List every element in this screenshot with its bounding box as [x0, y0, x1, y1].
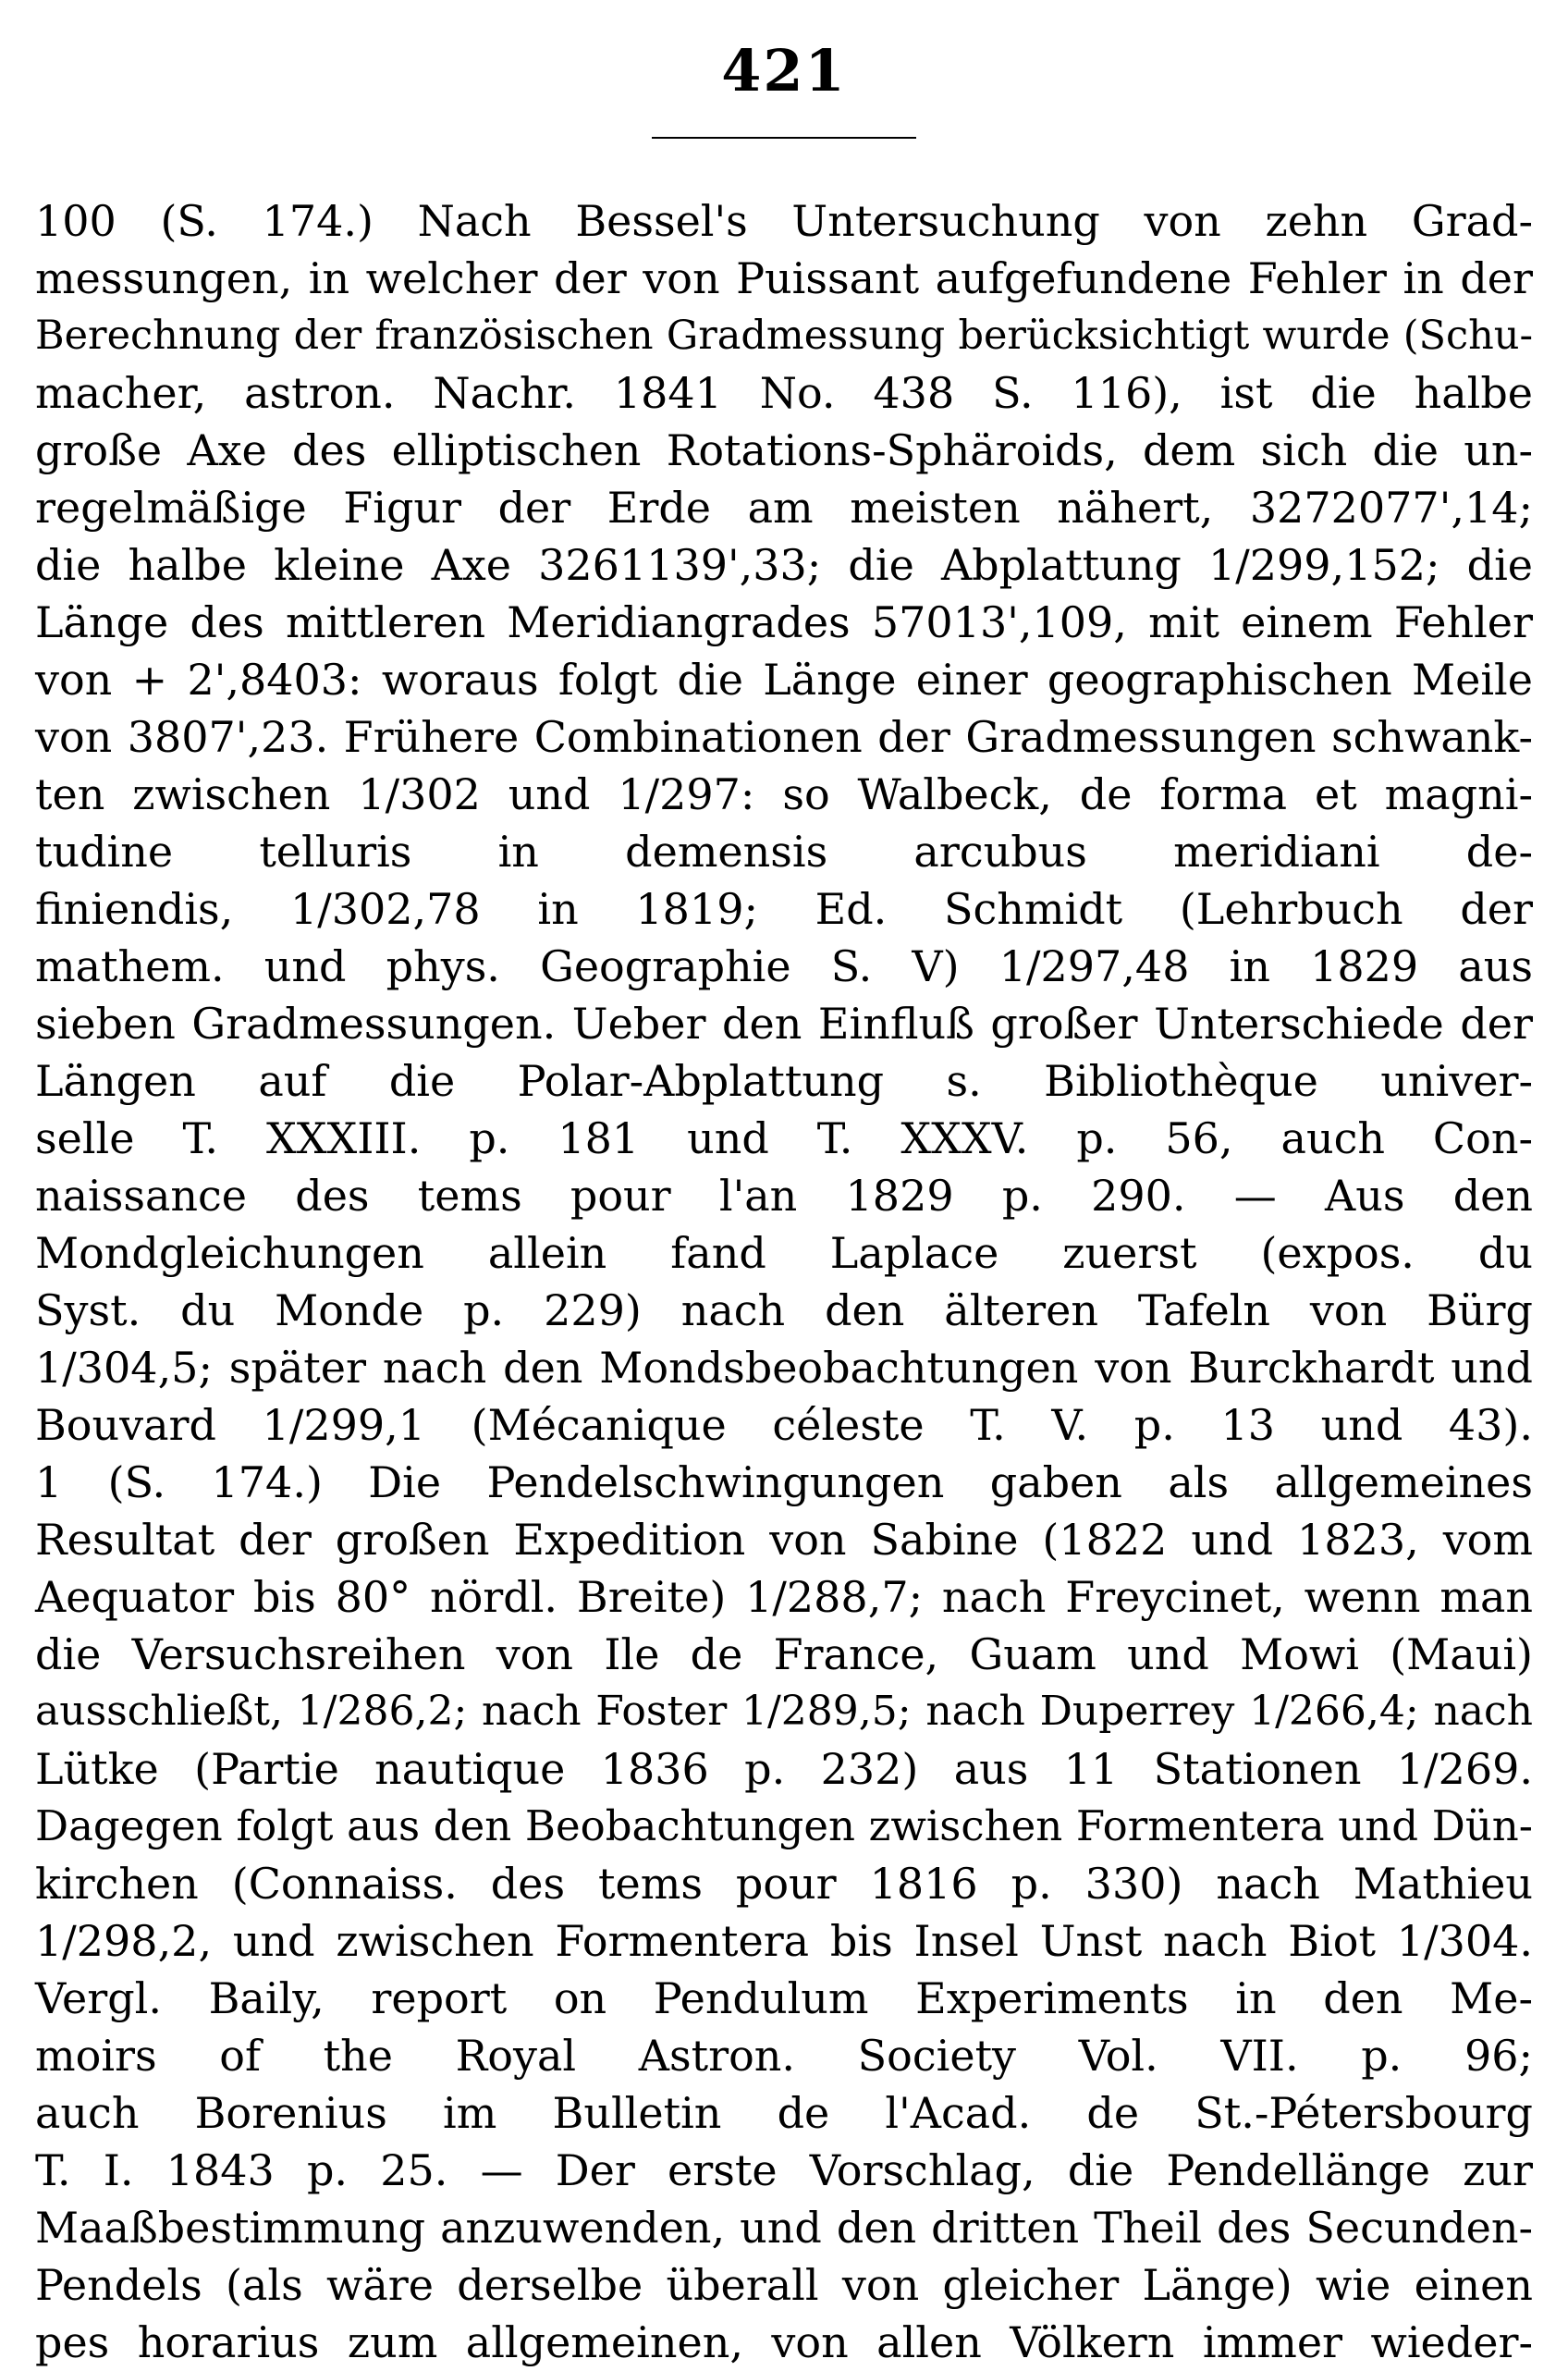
text-line: 1/304,5; später nach den Mondsbeobachtungen von Burckhardt und — [35, 1343, 1533, 1393]
text-line: kirchen (Connaiss. des tems pour 1816 p. 330) nach Mathieu — [35, 1859, 1533, 1909]
text-line: tudine telluris in demensis arcubus meridiani de- — [35, 827, 1533, 877]
text-line: Länge des mittleren Meridiangrades 57013',109, mit einem Fehler — [35, 597, 1533, 647]
text-line: Bouvard 1/299,1 (Mécanique céleste T. V. p. 13 und 43). — [35, 1400, 1533, 1450]
text-line: große Axe des elliptischen Rotations-Sphäroids, dem sich die un- — [35, 425, 1533, 475]
text-line: Syst. du Monde p. 229) nach den älteren Tafeln von Bürg — [35, 1285, 1533, 1335]
text-line: Vergl. Baily, report on Pendulum Experiments in den Me- — [35, 1973, 1533, 2023]
text-line: macher, astron. Nachr. 1841 No. 438 S. 116), ist die halbe — [35, 368, 1533, 418]
text-line: Resultat der großen Expedition von Sabine (1822 und 1823, vom — [35, 1515, 1533, 1565]
text-line: 100 (S. 174.) Nach Bessel's Untersuchung von zehn Grad- — [35, 196, 1533, 246]
text-line: Dagegen folgt aus den Beobachtungen zwischen Formentera und Dün- — [35, 1801, 1533, 1850]
text-line: mathem. und phys. Geographie S. V) 1/297,48 in 1829 aus — [35, 941, 1533, 991]
text-line: Maaßbestimmung anzuwenden, und den dritten Theil des Secunden- — [35, 2203, 1533, 2253]
text-line: 1/298,2, und zwischen Formentera bis Insel Unst nach Biot 1/304. — [35, 1916, 1533, 1966]
text-line: ten zwischen 1/302 und 1/297: so Walbeck, de forma et magni- — [35, 769, 1533, 819]
text-line: ausschließt, 1/286,2; nach Foster 1/289,5; nach Duperrey 1/266,4; nach — [35, 1688, 1533, 1735]
footnote-text — [35, 192, 1533, 2371]
text-line: Längen auf die Polar-Abplattung s. Bibliothèque univer- — [35, 1056, 1533, 1106]
text-line: von + 2',8403: woraus folgt die Länge einer geographischen Meile — [35, 655, 1533, 705]
text-line: regelmäßige Figur der Erde am meisten nähert, 3272077',14; — [35, 483, 1533, 533]
text-line: die Versuchsreihen von Ile de France, Guam und Mowi (Maui) — [35, 1629, 1533, 1679]
text-line: von 3807',23. Frühere Combinationen der Gradmessungen schwank- — [35, 712, 1533, 762]
text-line: moirs of the Royal Astron. Society Vol. VII. p. 96; — [35, 2031, 1533, 2081]
page-number: 421 — [721, 37, 847, 104]
text-line: Lütke (Partie nautique 1836 p. 232) aus 11 Stationen 1/269. — [35, 1744, 1533, 1794]
text-line: Pendels (als wäre derselbe überall von gleicher Länge) wie einen — [35, 2260, 1533, 2310]
text-line: die halbe kleine Axe 3261139',33; die Abplattung 1/299,152; die — [35, 540, 1533, 590]
text-line: sieben Gradmessungen. Ueber den Einfluß großer Unterschiede der — [35, 999, 1533, 1049]
text-line: 1 (S. 174.) Die Pendelschwingungen gaben als allgemeines — [35, 1457, 1533, 1507]
header-rule — [652, 137, 916, 139]
text-line: Aequator bis 80° nördl. Breite) 1/288,7; nach Freycinet, wenn man — [35, 1572, 1533, 1622]
text-line: pes horarius zum allgemeinen, von allen Völkern immer wieder- — [35, 2317, 1533, 2367]
text-line: finiendis, 1/302,78 in 1819; Ed. Schmidt (Lehrbuch der — [35, 884, 1533, 934]
text-line: selle T. XXXIII. p. 181 und T. XXXV. p. 56, auch Con- — [35, 1113, 1533, 1163]
text-line: messungen, in welcher der von Puissant aufgefundene Fehler in der — [35, 253, 1533, 303]
text-line: T. I. 1843 p. 25. — Der erste Vorschlag, die Pendellänge zur — [35, 2145, 1533, 2195]
text-line: Berechnung der französischen Gradmessung berücksichtigt wurde (Schu- — [35, 313, 1533, 359]
text-line: naissance des tems pour l'an 1829 p. 290. — Aus den — [35, 1171, 1533, 1221]
text-line: auch Borenius im Bulletin de l'Acad. de St.-Pétersbourg — [35, 2088, 1533, 2138]
text-line: Mondgleichungen allein fand Laplace zuerst (expos. du — [35, 1228, 1533, 1278]
